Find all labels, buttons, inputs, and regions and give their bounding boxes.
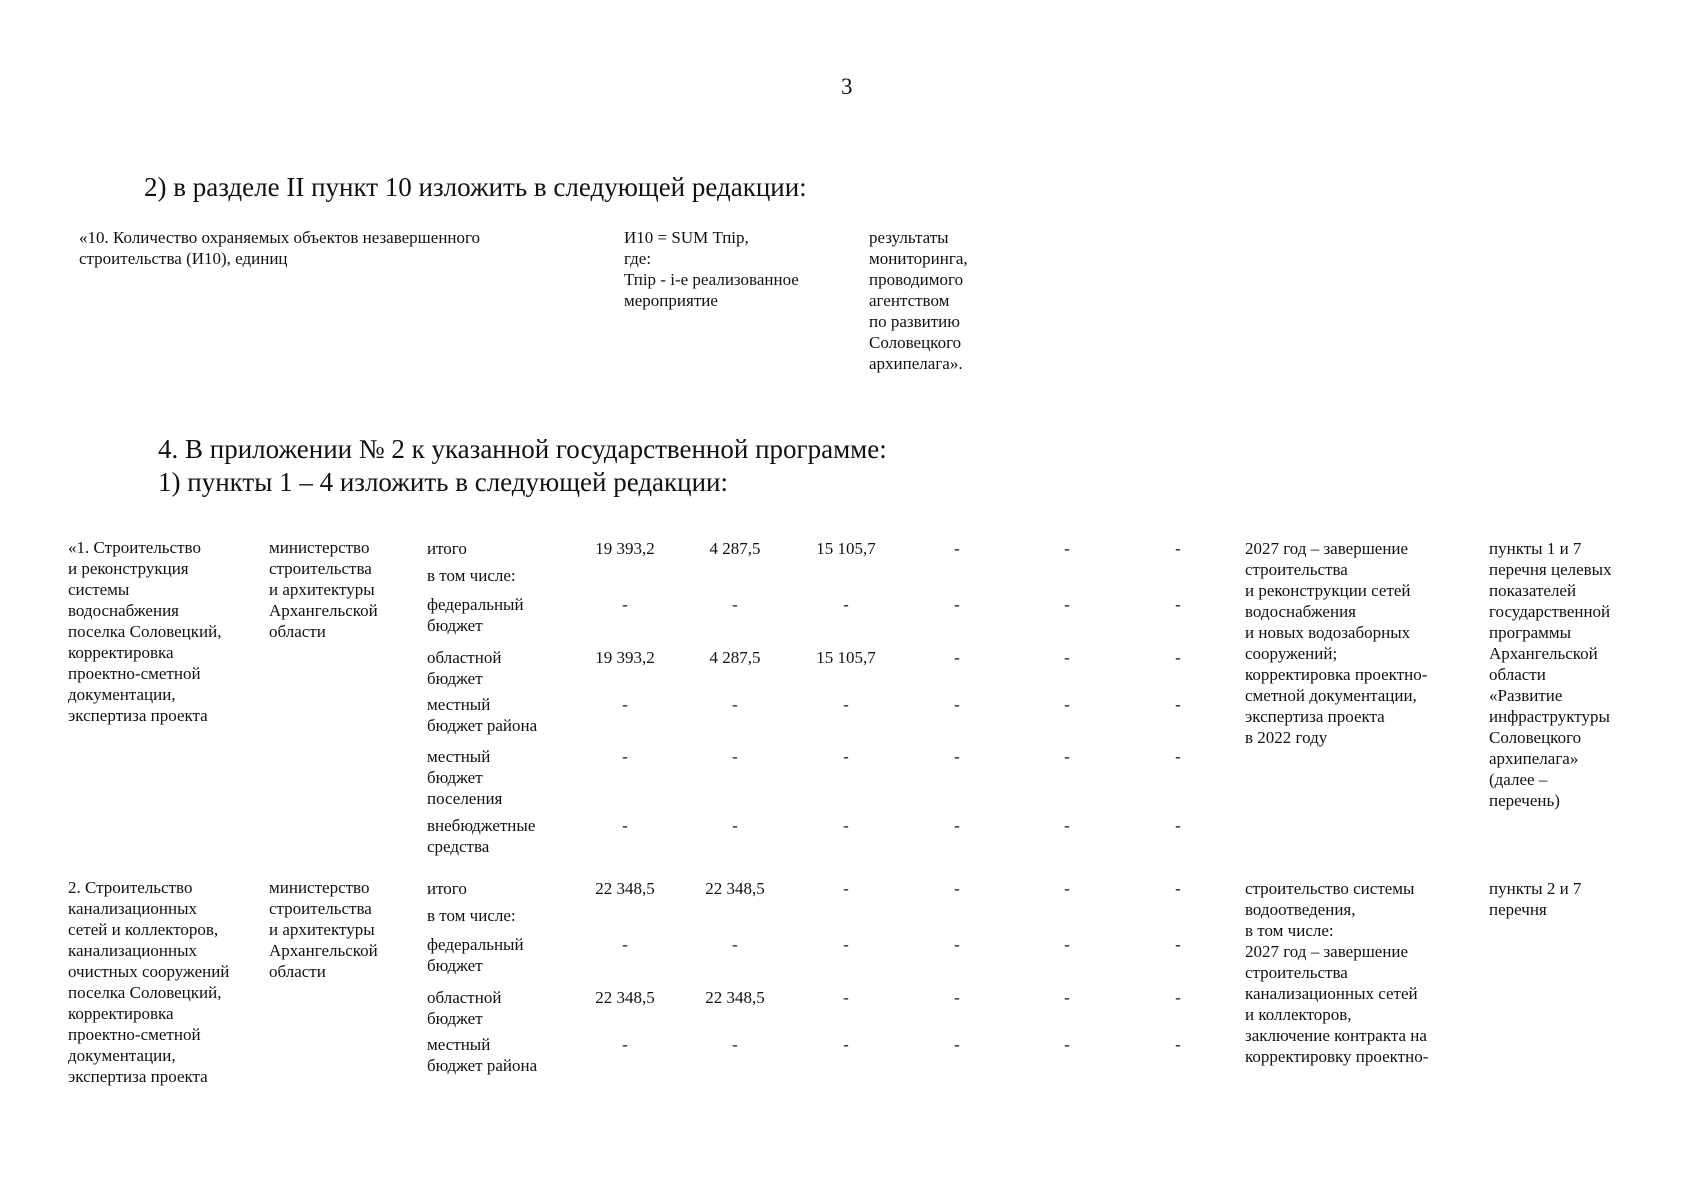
- dash-cell: -: [843, 1035, 849, 1054]
- dash-cell: -: [954, 539, 960, 558]
- amount-total-col1: 19 393,2: [595, 539, 655, 558]
- indicator-source: результаты мониторинга, проводимого агентством по развитию Соловецкого архипелага».: [869, 228, 968, 373]
- dash-cell: -: [1064, 695, 1070, 714]
- dash-cell: -: [1064, 648, 1070, 667]
- dash-cell: -: [1175, 816, 1181, 835]
- funding-label-regional: областной бюджет: [427, 988, 502, 1028]
- dash-cell: -: [732, 935, 738, 954]
- dash-cell: -: [954, 935, 960, 954]
- dash-cell: -: [622, 595, 628, 614]
- dash-cell: -: [843, 879, 849, 898]
- dash-cell: -: [732, 1035, 738, 1054]
- dash-cell: -: [954, 879, 960, 898]
- expected-result: строительство системы водоотведения, в том числе: 2027 год – завершение строительства канализационных сетей и коллекторов, заключение контракта на корректировку проектно-: [1245, 879, 1429, 1066]
- dash-cell: -: [843, 816, 849, 835]
- dash-cell: -: [1064, 595, 1070, 614]
- dash-cell: -: [954, 695, 960, 714]
- measure-name: «1. Строительство и реконструкция системы водоснабжения поселка Соловецкий, корректировка проектно-сметной документации, экспертиза проекта: [68, 538, 222, 725]
- dash-cell: -: [1175, 1035, 1181, 1054]
- amount-regional-col1: 22 348,5: [595, 988, 655, 1007]
- indicator-link: пункты 2 и 7 перечня: [1489, 879, 1582, 919]
- dash-cell: -: [954, 816, 960, 835]
- amount-regional-col2: 22 348,5: [705, 988, 765, 1007]
- funding-label-including: в том числе:: [427, 906, 516, 925]
- funding-label-federal: федеральный бюджет: [427, 935, 524, 975]
- measure-name: 2. Строительство канализационных сетей и коллекторов, канализационных очистных сооружений поселка Соловецкий, корректировка проектно-сметной документации, экспертиза проекта: [68, 878, 230, 1086]
- amount-regional-col1: 19 393,2: [595, 648, 655, 667]
- dash-cell: -: [622, 935, 628, 954]
- funding-label-federal: федеральный бюджет: [427, 595, 524, 635]
- dash-cell: -: [622, 695, 628, 714]
- dash-cell: -: [954, 595, 960, 614]
- dash-cell: -: [1064, 935, 1070, 954]
- page-number: 3: [841, 74, 853, 99]
- dash-cell: -: [1175, 648, 1181, 667]
- responsible-executor: министерство строительства и архитектуры Архангельской области: [269, 878, 378, 981]
- funding-label-local-district: местный бюджет района: [427, 1035, 538, 1075]
- dash-cell: -: [1175, 595, 1181, 614]
- dash-cell: -: [1175, 695, 1181, 714]
- indicator-name: «10. Количество охраняемых объектов незавершенного строительства (И10), единиц: [79, 228, 481, 268]
- dash-cell: -: [1064, 1035, 1070, 1054]
- dash-cell: -: [1175, 747, 1181, 766]
- funding-label-extrabudgetary: внебюджетные средства: [427, 816, 536, 856]
- amount-regional-col3: 15 105,7: [816, 648, 876, 667]
- dash-cell: -: [954, 747, 960, 766]
- dash-cell: -: [732, 595, 738, 614]
- section-4-subheading: 1) пункты 1 – 4 изложить в следующей редакции:: [158, 467, 729, 497]
- dash-cell: -: [843, 935, 849, 954]
- amount-total-col2: 4 287,5: [709, 539, 761, 558]
- dash-cell: -: [622, 1035, 628, 1054]
- expected-result: 2027 год – завершение строительства и реконструкции сетей водоснабжения и новых водозаборных сооружений; корректировка проектно- сметной документации, экспертиза проекта в 2022 году: [1245, 539, 1428, 747]
- funding-label-regional: областной бюджет: [427, 648, 502, 688]
- section-4-heading: 4. В приложении № 2 к указанной государственной программе:: [158, 434, 887, 464]
- amount-total-col1: 22 348,5: [595, 879, 655, 898]
- dash-cell: -: [843, 695, 849, 714]
- amount-total-col3: 15 105,7: [816, 539, 876, 558]
- dash-cell: -: [1064, 988, 1070, 1007]
- dash-cell: -: [1175, 935, 1181, 954]
- dash-cell: -: [732, 747, 738, 766]
- indicator-link: пункты 1 и 7 перечня целевых показателей государственной программы Архангельской области «Развитие инфраструктуры Соловецкого архипелага» (далее – перечень): [1489, 539, 1612, 810]
- dash-cell: -: [1064, 879, 1070, 898]
- dash-cell: -: [1175, 879, 1181, 898]
- funding-label-total: итого: [427, 539, 467, 558]
- dash-cell: -: [843, 988, 849, 1007]
- funding-label-total: итого: [427, 879, 467, 898]
- dash-cell: -: [732, 816, 738, 835]
- dash-cell: -: [1175, 539, 1181, 558]
- funding-label-local-settlement: местный бюджет поселения: [427, 747, 503, 808]
- dash-cell: -: [1064, 816, 1070, 835]
- indicator-formula: И10 = SUM Тпір, где: Тпір - і-е реализованное мероприятие: [624, 228, 799, 310]
- dash-cell: -: [954, 648, 960, 667]
- dash-cell: -: [1175, 988, 1181, 1007]
- dash-cell: -: [732, 695, 738, 714]
- section-2-heading: 2) в разделе II пункт 10 изложить в следующей редакции:: [144, 172, 807, 202]
- funding-label-including: в том числе:: [427, 566, 516, 585]
- dash-cell: -: [622, 747, 628, 766]
- dash-cell: -: [622, 816, 628, 835]
- dash-cell: -: [954, 1035, 960, 1054]
- amount-regional-col2: 4 287,5: [709, 648, 761, 667]
- dash-cell: -: [1064, 539, 1070, 558]
- responsible-executor: министерство строительства и архитектуры Архангельской области: [269, 538, 378, 641]
- dash-cell: -: [843, 747, 849, 766]
- dash-cell: -: [843, 595, 849, 614]
- dash-cell: -: [1064, 747, 1070, 766]
- amount-total-col2: 22 348,5: [705, 879, 765, 898]
- dash-cell: -: [954, 988, 960, 1007]
- funding-label-local-district: местный бюджет района: [427, 695, 538, 735]
